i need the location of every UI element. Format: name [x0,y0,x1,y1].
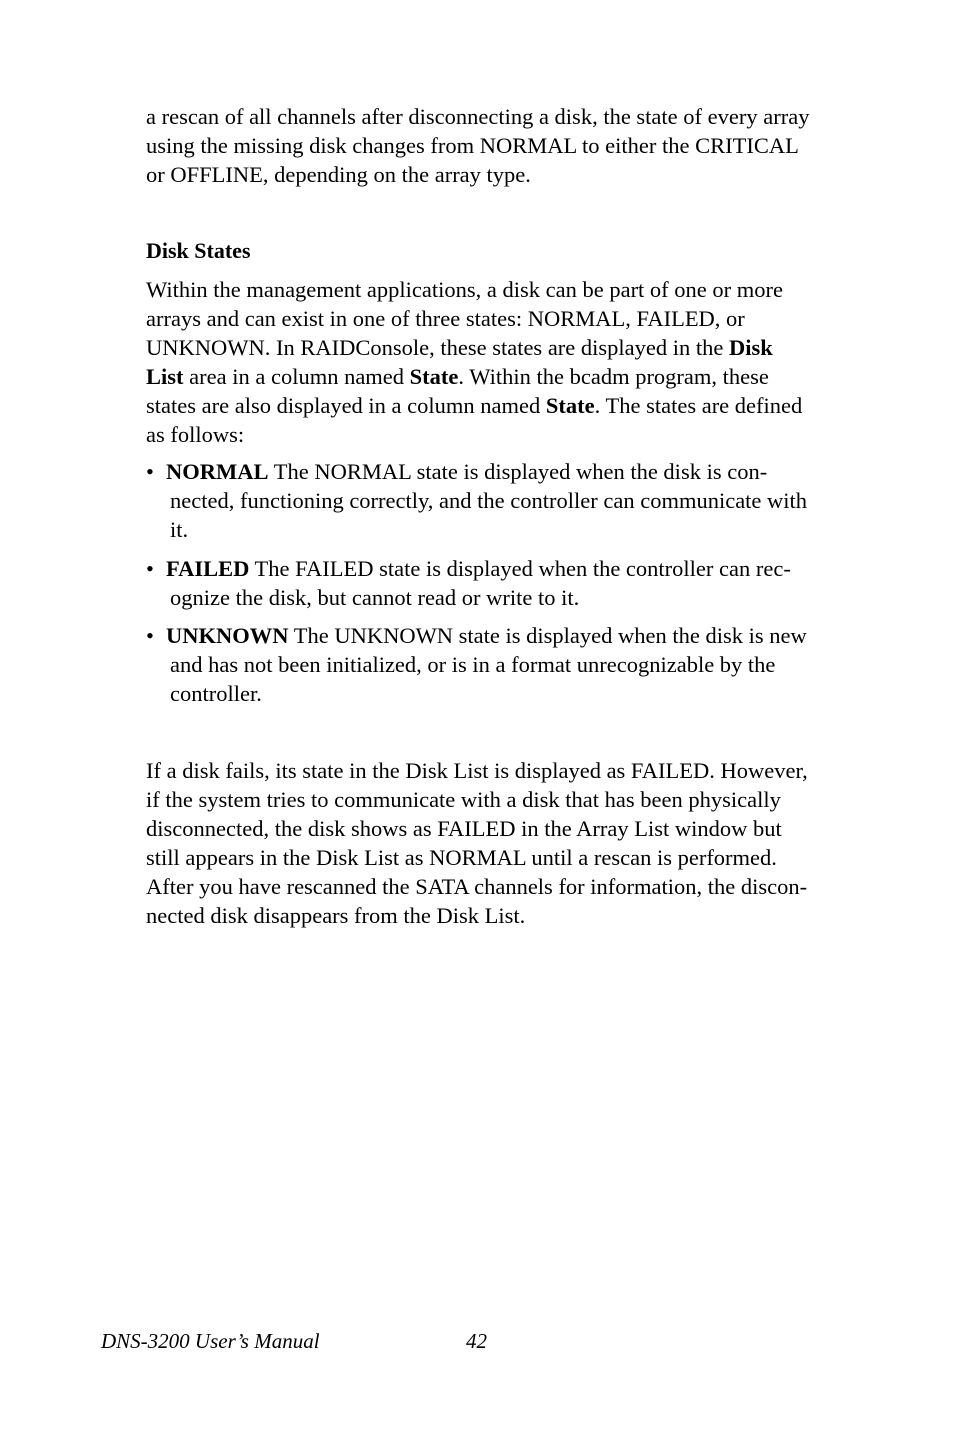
paragraph-text: . The states are defined [594,393,803,418]
footer-manual-title: DNS-3200 User’s Manual [101,1329,320,1353]
footer-page-number: 42 [466,1329,487,1353]
state-first-line [166,621,807,650]
state-text: The NORMAL state is displayed when the disk is con- [268,459,768,484]
bold-term-state: State [409,364,459,389]
state-description [166,554,791,612]
section-heading: Disk States [146,238,251,263]
intro-line: using the missing disk changes from NORMAL to either the CRITICAL [146,133,799,158]
state-text: The UNKNOWN state is displayed when the disk is new [288,623,807,648]
state-term: UNKNOWN [166,623,289,648]
paragraph-text: . Within the bcadm program, these [458,364,769,389]
paragraph-line [146,333,856,362]
state-continuation-line: and has not been initialized, or is in a format unrecognizable by the [170,652,776,677]
paragraph-line: disconnected, the disk shows as FAILED in the Array List window but [146,816,782,841]
state-first-line [166,554,791,583]
intro-paragraph [146,102,856,189]
disk-failure-paragraph [146,756,856,930]
bold-term-disk-list: List [146,364,184,389]
bold-term-state: State [545,393,595,418]
paragraph-line: arrays and can exist in one of three states: NORMAL, FAILED, or [146,306,745,331]
state-description [166,457,807,544]
disk-states-paragraph [146,275,856,449]
state-continuation-line: controller. [170,681,262,706]
state-term: NORMAL [166,459,269,484]
bullet-icon: • [146,623,154,648]
state-text: The FAILED state is displayed when the controller can rec- [249,556,791,581]
intro-line: or OFFLINE, depending on the array type. [146,162,531,187]
paragraph-line: as follows: [146,422,245,447]
intro-line: a rescan of all channels after disconnecting a disk, the state of every array [146,104,810,129]
paragraph-text: states are also displayed in a column named [146,393,546,418]
state-first-line [166,457,807,486]
paragraph-text: UNKNOWN. In RAIDConsole, these states are displayed in the [146,335,730,360]
paragraph-line: still appears in the Disk List as NORMAL until a rescan is performed. [146,845,777,870]
state-continuation-line: ognize the disk, but cannot read or write to it. [170,585,580,610]
state-continuation-line: nected, functioning correctly, and the controller can communicate with [170,488,808,513]
paragraph-line: nected disk disappears from the Disk List. [146,903,526,928]
state-description [166,621,807,708]
paragraph-line: Within the management applications, a disk can be part of one or more [146,277,784,302]
state-term: FAILED [166,556,250,581]
paragraph-line [146,391,856,420]
bold-term-disk-list: Disk [729,335,773,360]
paragraph-line: After you have rescanned the SATA channels for information, the discon- [146,874,808,899]
bullet-icon: • [146,459,154,484]
paragraph-line: If a disk fails, its state in the Disk List is displayed as FAILED. However, [146,758,808,783]
bullet-icon: • [146,556,154,581]
paragraph-line: if the system tries to communicate with a disk that has been physically [146,787,781,812]
paragraph-line [146,362,856,391]
state-continuation-line: it. [170,517,189,542]
paragraph-text: area in a column named [183,364,410,389]
